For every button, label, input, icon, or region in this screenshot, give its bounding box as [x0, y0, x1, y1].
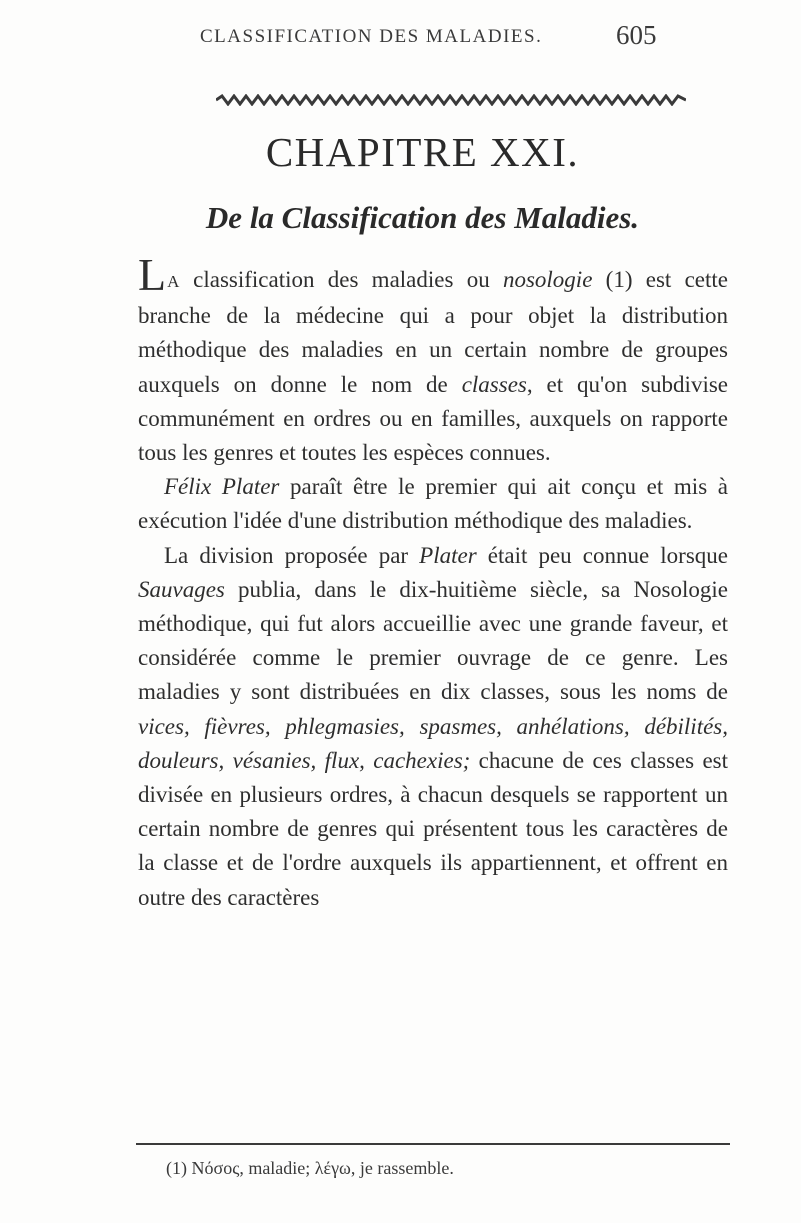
body-text — [138, 249, 728, 915]
footnote: (1) Νόσος, maladie; λέγω, je rassemble. — [166, 1158, 454, 1178]
running-header — [190, 22, 660, 54]
paragraph-3: La division proposée par Plater était peu connue lorsque Sauvages publia, dans le dix-huitième siècle, sa Nosologie méthodique, qui fut alors accueillie avec une grande faveur, et considérée comme le premier ouvrage de ce genre. Les maladies y sont distribuées en dix classes, sous les noms de vices, fièvres, phlegmasies, spasmes, anhélations, débilités, douleurs, vésanies, flux, cachexies; chacune de ces classes est divisée en plusieurs ordres, à chacun desquels se rapportent un certain nombre de genres qui présentent tous les caractères de la classe et de l'ordre auxquels ils appartiennent, et offrent en outre des caractères — [138, 542, 728, 910]
footnote-rule — [136, 1143, 730, 1145]
chapter-subtitle: De la Classification des Maladies. — [205, 200, 640, 235]
chapter-title: CHAPITRE XXI. — [265, 129, 580, 175]
paragraph-1: LA classification des maladies ou nosologie (1) est cette branche de la médecine qui a pour objet la distribution méthodique des maladies en un certain nombre de groupes auxquels on donne le nom de classes, et qu'on subdivise communément en ordres ou en familles, auxquels on rapporte tous les genres et toutes les espèces connues. — [138, 249, 728, 466]
running-title: CLASSIFICATION DES MALADIES. — [200, 26, 543, 47]
paragraph-2: Félix Plater paraît être le premier qui ait conçu et mis à exécution l'idée d'une distribution méthodique des maladies. — [138, 474, 728, 534]
ornamental-rule — [216, 94, 686, 106]
page-number: 605 — [616, 20, 657, 50]
drop-cap: L — [138, 249, 167, 300]
